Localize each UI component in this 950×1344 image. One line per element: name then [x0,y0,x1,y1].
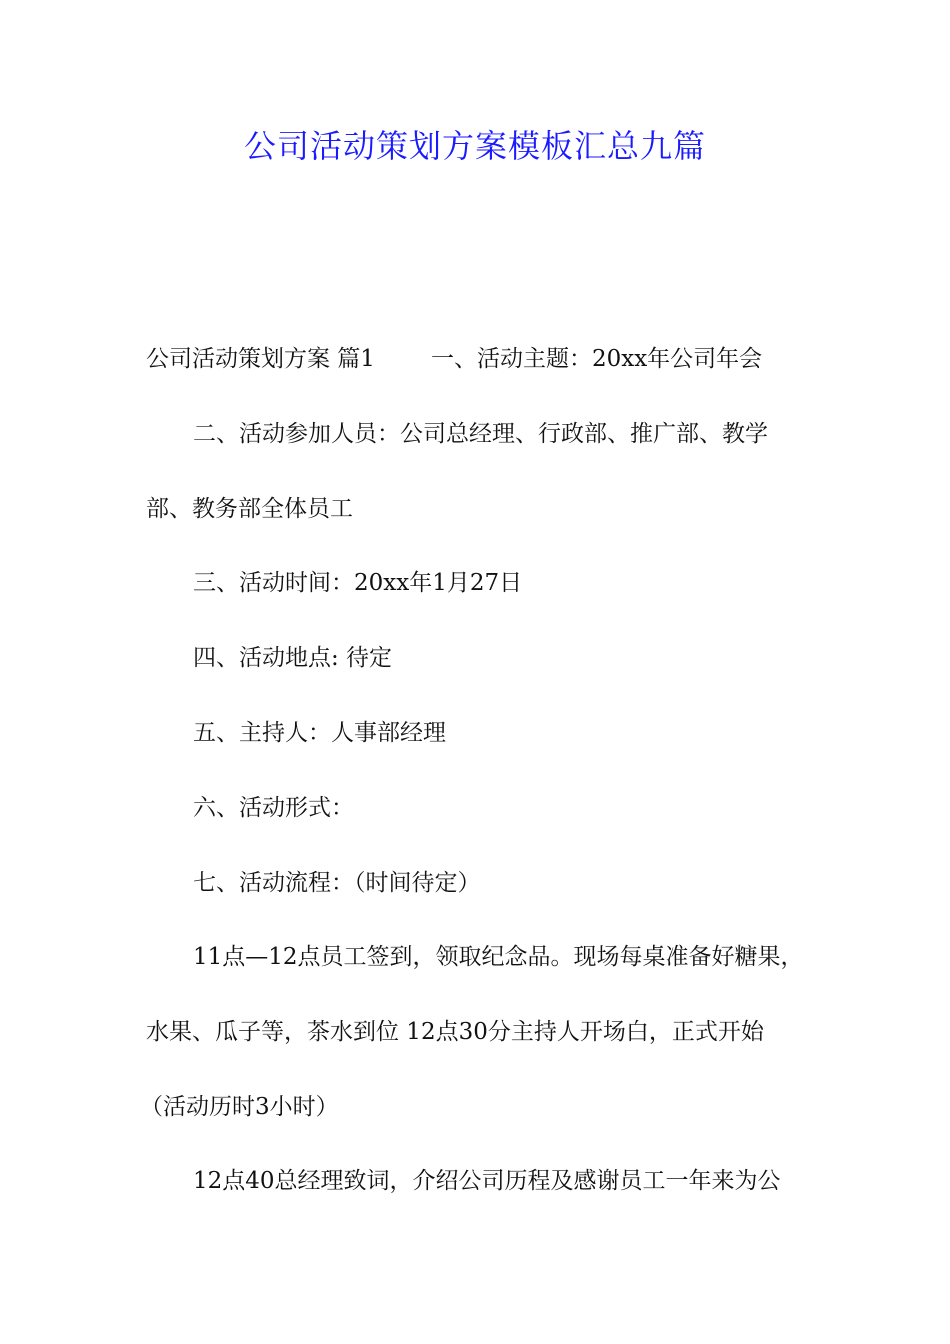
process-step-1-line-2: 水果、瓜子等，茶水到位 12点30分主持人开场白，正式开始 [146,1019,764,1045]
activity-process: 七、活动流程：（时间待定） [193,870,481,896]
activity-format: 六、活动形式： [193,795,354,821]
participants-line-2: 部、教务部全体员工 [146,496,353,522]
activity-host: 五、主持人：人事部经理 [193,720,446,746]
document-title: 公司活动策划方案模板汇总九篇 [243,127,706,165]
section-heading: 公司活动策划方案 篇1 [146,346,375,372]
activity-location: 四、活动地点: 待定 [193,645,393,671]
process-step-2-line-1: 12点40总经理致词，介绍公司历程及感谢员工一年来为公 [193,1168,781,1194]
activity-theme: 一、活动主题：20xx年公司年会 [430,346,763,372]
participants-line-1: 二、活动参加人员：公司总经理、行政部、推广部、教学 [193,421,768,447]
activity-time: 三、活动时间：20xx年1月27日 [193,570,523,596]
process-step-1-line-3: （活动历时3小时） [140,1094,339,1120]
text-line-heading [146,344,816,374]
process-step-1-line-1: 11点—12点员工签到，领取纪念品。现场每桌准备好糖果， [193,944,804,970]
